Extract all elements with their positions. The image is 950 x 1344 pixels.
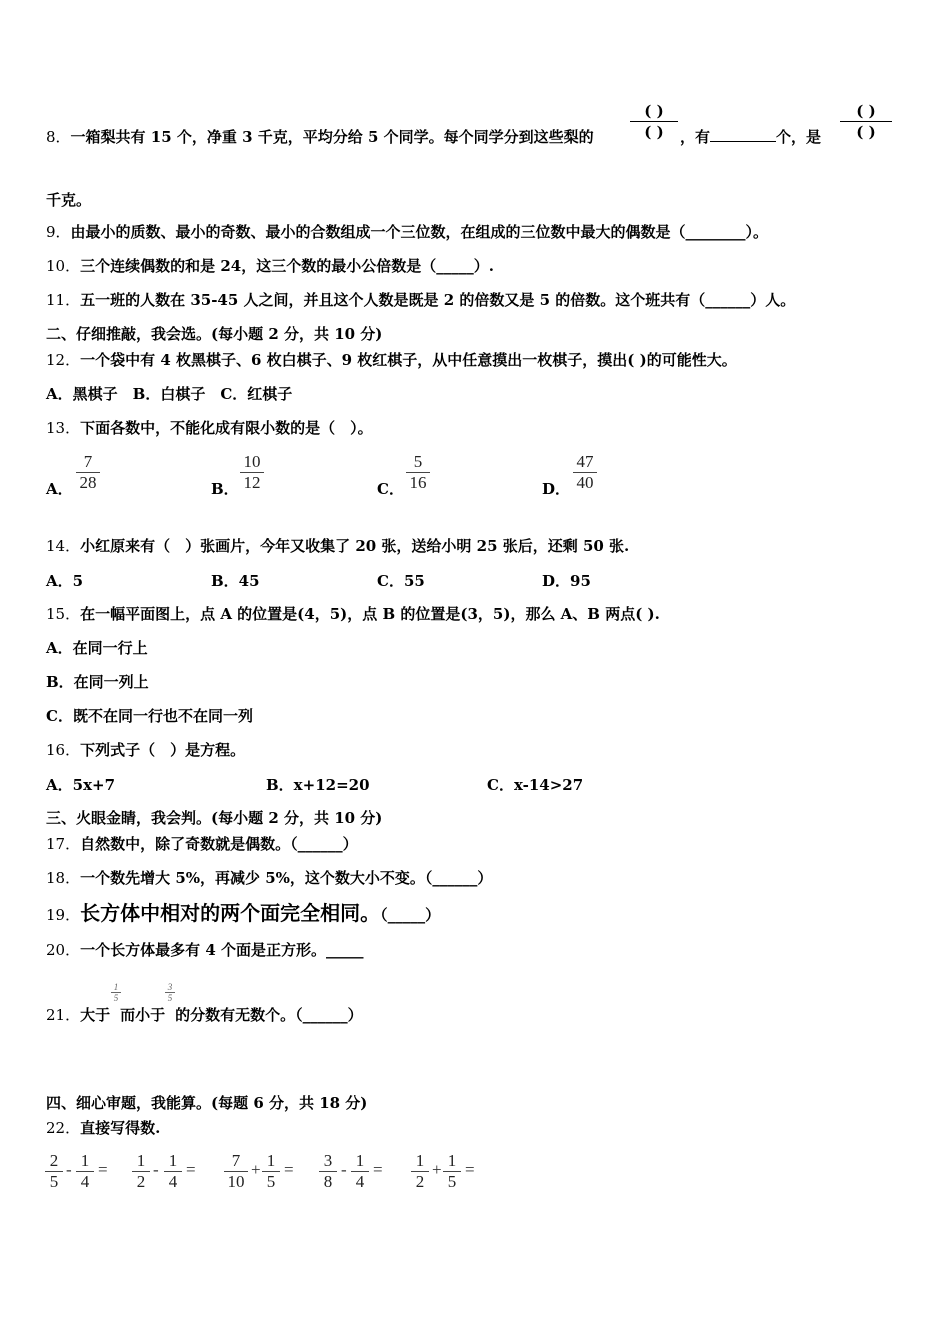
- answer-blank[interactable]: [710, 127, 776, 142]
- question-9: [46, 222, 768, 242]
- option-d[interactable]: D．95: [542, 572, 591, 590]
- denominator: 4: [355, 1172, 365, 1191]
- denominator: 5: [113, 993, 119, 1003]
- question-number: 21．: [46, 1006, 81, 1024]
- calc-5-fraction-b: [443, 1151, 461, 1192]
- option-c-label: C．: [377, 480, 404, 498]
- small-fraction-2: [165, 982, 175, 1003]
- option-a-fraction[interactable]: [76, 452, 100, 493]
- section-2-heading: 二、仔细推敲，我会选。(每小题 2 分，共 10 分): [46, 325, 383, 343]
- question-number: 8．: [46, 128, 71, 146]
- numerator: 7: [83, 452, 93, 471]
- denominator: 8: [323, 1172, 333, 1191]
- numerator: 1: [168, 1151, 178, 1170]
- denominator: 28: [79, 473, 97, 492]
- question-8-end: [46, 190, 91, 210]
- option-a-label: A．: [46, 480, 73, 498]
- question-number: 13．: [46, 419, 81, 437]
- small-fraction-1: [111, 982, 121, 1003]
- question-number: 11．: [46, 291, 81, 309]
- option-b-fraction[interactable]: [240, 452, 264, 493]
- option-a[interactable]: A．在同一行上: [46, 639, 148, 657]
- question-21: [46, 1005, 363, 1025]
- question-text: 下列式子（ ）是方程。: [80, 741, 246, 759]
- question-text: 三个连续偶数的和是 24，这三个数的最小公倍数是（_____）.: [80, 257, 494, 275]
- denominator: 2: [136, 1172, 146, 1191]
- calc-3-operator: +: [251, 1160, 261, 1179]
- option-c-fraction[interactable]: [406, 452, 430, 493]
- question-number: 14．: [46, 537, 81, 555]
- question-text: 个，是: [776, 128, 822, 146]
- denominator: 10: [227, 1172, 245, 1191]
- question-number: 12．: [46, 351, 81, 369]
- denominator: 5: [447, 1172, 457, 1191]
- question-text: 小红原来有（ ）张画片，今年又收集了 20 张，送给小明 25 张后，还剩 50 张.: [80, 537, 630, 555]
- numerator: 1: [447, 1151, 457, 1170]
- denominator: 5: [167, 993, 173, 1003]
- denominator: 4: [168, 1172, 178, 1191]
- question-8: [46, 127, 594, 147]
- denominator: 16: [409, 473, 427, 492]
- numerator: 1: [113, 982, 119, 992]
- option-b-label: B．: [211, 480, 239, 498]
- option-c[interactable]: C．x-14>27: [487, 776, 584, 794]
- denominator: 4: [80, 1172, 90, 1191]
- option-b[interactable]: B．45: [211, 572, 260, 590]
- calc-1-fraction-b: [76, 1151, 94, 1192]
- option-b[interactable]: B．x+12=20: [266, 776, 370, 794]
- question-tail: （_____）: [380, 906, 441, 924]
- calc-5-fraction-a: [411, 1151, 429, 1192]
- question-text: 自然数中，除了奇数就是偶数。（______）: [80, 835, 358, 853]
- calc-4-fraction-a: [319, 1151, 337, 1192]
- fraction-blank-top: ( ): [644, 102, 664, 120]
- option-a[interactable]: A．5: [46, 572, 84, 590]
- numerator: 1: [415, 1151, 425, 1170]
- question-text: 直接写得数.: [80, 1119, 161, 1137]
- calc-2-fraction-a: [132, 1151, 150, 1192]
- numerator: 1: [266, 1151, 276, 1170]
- question-12: [46, 350, 737, 370]
- option-a[interactable]: A．5x+7: [46, 776, 116, 794]
- question-17: [46, 834, 358, 854]
- option-c[interactable]: C．既不在同一行也不在同一列: [46, 707, 253, 725]
- question-text: 五一班的人数在 35-45 人之间，并且这个人数是既是 2 的倍数又是 5 的倍数。这个班共有（______）人。: [80, 291, 796, 309]
- question-number: 18．: [46, 869, 81, 887]
- question-13: [46, 418, 373, 438]
- question-14: [46, 536, 629, 556]
- denominator: 5: [266, 1172, 276, 1191]
- question-text: 一个数先增大 5%，再减少 5%，这个数大小不变。（______）: [80, 869, 493, 887]
- question-10: [46, 256, 494, 276]
- question-text: 千克。: [46, 191, 92, 209]
- denominator: 5: [49, 1172, 59, 1191]
- fraction-blank-top: ( ): [856, 102, 876, 120]
- question-text: 下面各数中，不能化成有限小数的是（ ）。: [80, 419, 373, 437]
- calc-5-equals: =: [465, 1160, 475, 1179]
- question-22: [46, 1118, 160, 1138]
- numerator: 2: [49, 1151, 59, 1170]
- numerator: 1: [136, 1151, 146, 1170]
- calc-1-equals: =: [98, 1160, 108, 1179]
- calc-2-operator: -: [153, 1160, 159, 1179]
- question-15: [46, 604, 660, 624]
- fraction-blank-1: [630, 101, 678, 142]
- question-12-options: A．黑棋子 B．白棋子 C．红棋子: [46, 385, 293, 403]
- question-text: 在一幅平面图上，点 A 的位置是(4，5)，点 B 的位置是(3，5)，那么 A、B 两点( ).: [80, 605, 660, 623]
- calc-1-fraction-a: [45, 1151, 63, 1192]
- calc-1-operator: -: [66, 1160, 72, 1179]
- option-d-fraction[interactable]: [573, 452, 597, 493]
- question-text: 而小于: [120, 1006, 166, 1024]
- numerator: 10: [243, 452, 261, 471]
- question-text: ，有: [680, 128, 711, 146]
- calc-4-equals: =: [373, 1160, 383, 1179]
- fraction-blank-2: [840, 101, 892, 142]
- question-text: 由最小的质数、最小的奇数、最小的合数组成一个三位数，在组成的三位数中最大的偶数是（________）。: [70, 223, 769, 241]
- question-text: 一箱梨共有 15 个，净重 3 千克，平均分给 5 个同学。每个同学分到这些梨的: [70, 128, 594, 146]
- question-11: [46, 290, 795, 310]
- question-text: 的分数有无数个。（______）: [175, 1006, 363, 1024]
- numerator: 5: [413, 452, 423, 471]
- calc-2-fraction-b: [164, 1151, 182, 1192]
- fraction-blank-bottom: ( ): [630, 121, 678, 142]
- numerator: 7: [231, 1151, 241, 1170]
- question-text: 长方体中相对的两个面完全相同。: [80, 901, 381, 925]
- denominator: 40: [576, 473, 594, 492]
- question-number: 17．: [46, 835, 81, 853]
- denominator: 2: [415, 1172, 425, 1191]
- question-number: 15．: [46, 605, 81, 623]
- calc-4-fraction-b: [351, 1151, 369, 1192]
- numerator: 47: [576, 452, 594, 471]
- fraction-blank-bottom: ( ): [840, 121, 892, 142]
- section-3-heading: 三、火眼金睛，我会判。(每小题 2 分，共 10 分): [46, 809, 383, 827]
- option-d-label: D．: [542, 480, 571, 498]
- calc-4-operator: -: [341, 1160, 347, 1179]
- question-number: 22．: [46, 1119, 81, 1137]
- calc-5-operator: +: [432, 1160, 442, 1179]
- question-number: 20．: [46, 941, 81, 959]
- numerator: 1: [355, 1151, 365, 1170]
- question-19: [46, 900, 440, 928]
- question-20: [46, 940, 363, 960]
- numerator: 3: [323, 1151, 333, 1170]
- option-c[interactable]: C．55: [377, 572, 425, 590]
- question-text: 一个袋中有 4 枚黑棋子、6 枚白棋子、9 枚红棋子，从中任意摸出一枚棋子，摸出( )的可能性大。: [80, 351, 737, 369]
- numerator: 3: [167, 982, 173, 992]
- question-18: [46, 868, 492, 888]
- question-8-cont: [680, 127, 821, 147]
- question-number: 19．: [46, 906, 81, 924]
- calc-2-equals: =: [186, 1160, 196, 1179]
- question-16: [46, 740, 245, 760]
- calc-3-fraction-b: [262, 1151, 280, 1192]
- question-number: 10．: [46, 257, 81, 275]
- question-number: 16．: [46, 741, 81, 759]
- numerator: 1: [80, 1151, 90, 1170]
- question-text: 一个长方体最多有 4 个面是正方形。_____: [80, 941, 364, 959]
- calc-3-fraction-a: [224, 1151, 248, 1192]
- calc-3-equals: =: [284, 1160, 294, 1179]
- denominator: 12: [243, 473, 261, 492]
- question-text: 大于: [80, 1006, 111, 1024]
- section-4-heading: 四、细心审题，我能算。(每题 6 分，共 18 分): [46, 1094, 368, 1112]
- option-b[interactable]: B．在同一列上: [46, 673, 149, 691]
- question-number: 9．: [46, 223, 71, 241]
